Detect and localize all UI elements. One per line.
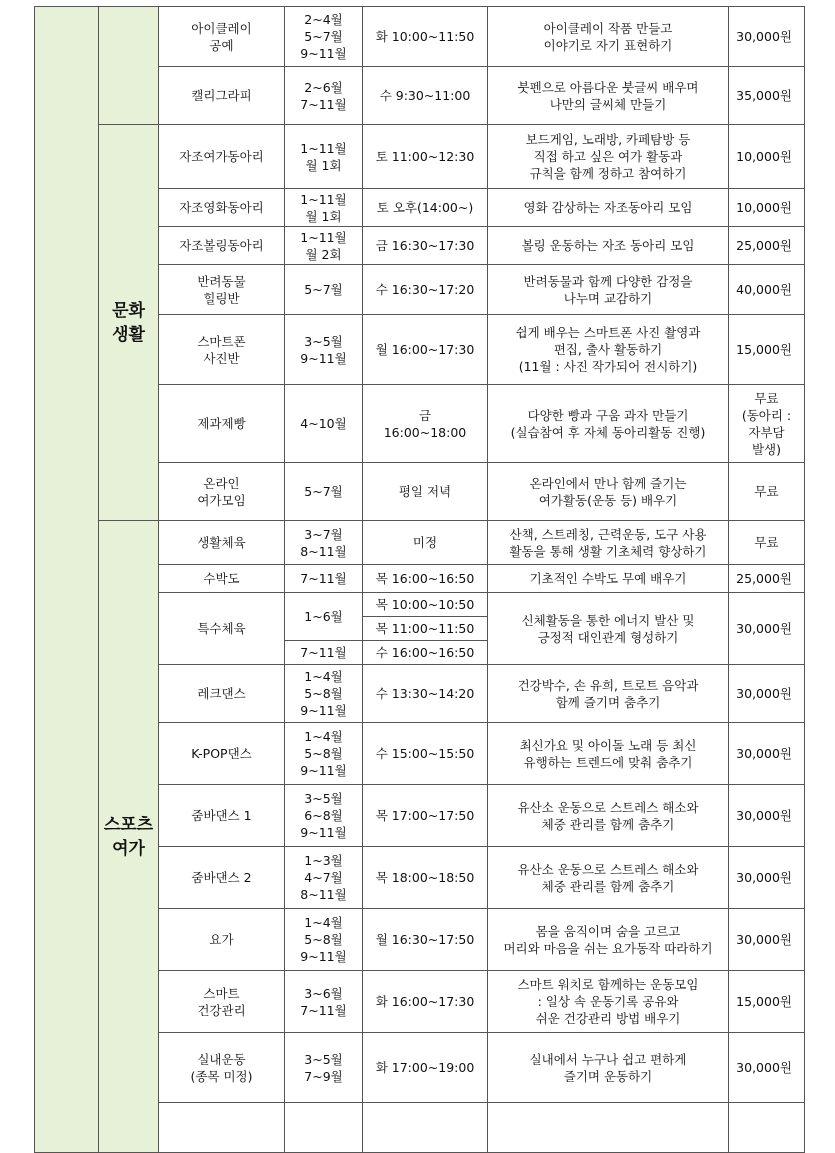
program-fee: 30,000원	[729, 909, 805, 971]
program-description: 다양한 빵과 구움 과자 만들기 (실습참여 후 자체 동아리활동 진행)	[488, 385, 729, 463]
program-description: 최신가요 및 아이돌 노래 등 최신 유행하는 트렌드에 맞춰 춤추기	[488, 723, 729, 785]
program-time: 미정	[363, 521, 488, 565]
program-name: 생활체육	[159, 521, 285, 565]
program-period: 4~10월	[285, 385, 363, 463]
program-fee: 25,000원	[729, 565, 805, 593]
program-description: 반려동물과 함께 다양한 감정을 나누며 교감하기	[488, 265, 729, 315]
program-name: 캘리그라피	[159, 67, 285, 125]
program-time: 화 10:00~11:50	[363, 7, 488, 67]
program-time: 월 16:30~17:50	[363, 909, 488, 971]
program-time: 화 17:00~19:00	[363, 1033, 488, 1103]
program-time: 목 16:00~16:50	[363, 565, 488, 593]
program-name: 온라인 여가모임	[159, 463, 285, 521]
program-description: 쉽게 배우는 스마트폰 사진 촬영과 편집, 출사 활동하기 (11월 : 사진 작가되어 전시하기)	[488, 315, 729, 385]
category-cell-prev	[99, 7, 159, 125]
program-period: 3~5월 7~9월	[285, 1033, 363, 1103]
program-time: 수 16:00~16:50	[363, 641, 488, 665]
program-time: 화 16:00~17:30	[363, 971, 488, 1033]
program-description: 유산소 운동으로 스트레스 해소와 체중 관리를 함께 춤추기	[488, 847, 729, 909]
outer-category-cell	[35, 7, 99, 1153]
program-name: K-POP댄스	[159, 723, 285, 785]
program-period: 1~11월 월 2회	[285, 227, 363, 265]
category-culture: 문화 생활	[99, 125, 159, 521]
program-period: 1~6월	[285, 593, 363, 641]
program-period: 2~6월 7~11월	[285, 67, 363, 125]
program-fee: 25,000원	[729, 227, 805, 265]
program-period: 1~4월 5~8월 9~11월	[285, 665, 363, 723]
program-name: 자조볼링동아리	[159, 227, 285, 265]
program-period: 7~11월	[285, 565, 363, 593]
program-period: 1~11월 월 1회	[285, 125, 363, 189]
program-time	[363, 1103, 488, 1153]
program-description: 산책, 스트레칭, 근력운동, 도구 사용 활동을 통해 생활 기초체력 향상하기	[488, 521, 729, 565]
program-period: 1~4월 5~8월 9~11월	[285, 909, 363, 971]
program-description: 건강박수, 손 유희, 트로트 음악과 함께 즐기며 춤추기	[488, 665, 729, 723]
program-fee: 무료	[729, 521, 805, 565]
program-fee: 30,000원	[729, 665, 805, 723]
program-fee: 35,000원	[729, 67, 805, 125]
table-row	[35, 521, 805, 565]
program-period: 5~7월	[285, 265, 363, 315]
program-period: 5~7월	[285, 463, 363, 521]
program-time: 목 10:00~10:50	[363, 593, 488, 617]
program-fee: 무료 (동아리 : 자부담 발생)	[729, 385, 805, 463]
program-time: 수 16:30~17:20	[363, 265, 488, 315]
program-name: 자조여가동아리	[159, 125, 285, 189]
program-description: 실내에서 누구나 쉽고 편하게 즐기며 운동하기	[488, 1033, 729, 1103]
program-time: 토 11:00~12:30	[363, 125, 488, 189]
program-fee	[729, 1103, 805, 1153]
program-fee: 15,000원	[729, 315, 805, 385]
program-fee: 무료	[729, 463, 805, 521]
program-name: 레크댄스	[159, 665, 285, 723]
program-table	[34, 6, 805, 1153]
program-name: 스마트폰 사진반	[159, 315, 285, 385]
program-period: 1~11월 월 1회	[285, 189, 363, 227]
program-fee: 30,000원	[729, 847, 805, 909]
program-name: 자조영화동아리	[159, 189, 285, 227]
program-period: 3~5월 9~11월	[285, 315, 363, 385]
program-description: 아이클레이 작품 만들고 이야기로 자기 표현하기	[488, 7, 729, 67]
program-fee: 10,000원	[729, 125, 805, 189]
program-description: 볼링 운동하는 자조 동아리 모임	[488, 227, 729, 265]
program-time: 월 16:00~17:30	[363, 315, 488, 385]
program-time: 수 9:30~11:00	[363, 67, 488, 125]
program-time: 평일 저녁	[363, 463, 488, 521]
program-time: 수 15:00~15:50	[363, 723, 488, 785]
program-fee: 40,000원	[729, 265, 805, 315]
program-description: 신체활동을 통한 에너지 발산 및 긍정적 대인관계 형성하기	[488, 593, 729, 665]
program-name: 요가	[159, 909, 285, 971]
program-fee: 10,000원	[729, 189, 805, 227]
program-period	[285, 1103, 363, 1153]
program-description: 유산소 운동으로 스트레스 해소와 체중 관리를 함께 춤추기	[488, 785, 729, 847]
program-description: 붓펜으로 아름다운 붓글씨 배우며 나만의 글씨체 만들기	[488, 67, 729, 125]
program-name: 제과제빵	[159, 385, 285, 463]
program-name	[159, 1103, 285, 1153]
program-period: 7~11월	[285, 641, 363, 665]
program-fee: 30,000원	[729, 785, 805, 847]
program-time: 금 16:30~17:30	[363, 227, 488, 265]
table-row	[35, 125, 805, 189]
program-time: 토 오후(14:00~)	[363, 189, 488, 227]
program-description: 온라인에서 만나 함께 즐기는 여가활동(운동 등) 배우기	[488, 463, 729, 521]
program-name: 아이클레이 공예	[159, 7, 285, 67]
program-fee: 15,000원	[729, 971, 805, 1033]
program-description: 영화 감상하는 자조동아리 모임	[488, 189, 729, 227]
program-time: 금 16:00~18:00	[363, 385, 488, 463]
program-description: 몸을 움직이며 숨을 고르고 머리와 마음을 쉬는 요가동작 따라하기	[488, 909, 729, 971]
program-period: 3~5월 6~8월 9~11월	[285, 785, 363, 847]
program-description: 기초적인 수박도 무예 배우기	[488, 565, 729, 593]
program-period: 2~4월 5~7월 9~11월	[285, 7, 363, 67]
program-period: 1~3월 4~7월 8~11월	[285, 847, 363, 909]
program-name: 줌바댄스 2	[159, 847, 285, 909]
program-fee: 30,000원	[729, 1033, 805, 1103]
program-time: 목 18:00~18:50	[363, 847, 488, 909]
program-description: 스마트 워치로 함께하는 운동모임 : 일상 속 운동기록 공유와 쉬운 건강관리 방법 배우기	[488, 971, 729, 1033]
program-time: 수 13:30~14:20	[363, 665, 488, 723]
program-fee: 30,000원	[729, 723, 805, 785]
table-row	[35, 7, 805, 67]
program-name: 반려동물 힐링반	[159, 265, 285, 315]
category-sports: 스포츠 여가	[99, 521, 159, 1153]
program-description	[488, 1103, 729, 1153]
program-time: 목 11:00~11:50	[363, 617, 488, 641]
program-name: 특수체육	[159, 593, 285, 665]
program-fee: 30,000원	[729, 7, 805, 67]
program-period: 3~6월 7~11월	[285, 971, 363, 1033]
program-name: 수박도	[159, 565, 285, 593]
program-name: 실내운동 (종목 미정)	[159, 1033, 285, 1103]
program-name: 스마트 건강관리	[159, 971, 285, 1033]
program-name: 줌바댄스 1	[159, 785, 285, 847]
program-time: 목 17:00~17:50	[363, 785, 488, 847]
program-fee: 30,000원	[729, 593, 805, 665]
program-description: 보드게임, 노래방, 카페탐방 등 직접 하고 싶은 여가 활동과 규칙을 함께 정하고 참여하기	[488, 125, 729, 189]
program-period: 1~4월 5~8월 9~11월	[285, 723, 363, 785]
program-period: 3~7월 8~11월	[285, 521, 363, 565]
